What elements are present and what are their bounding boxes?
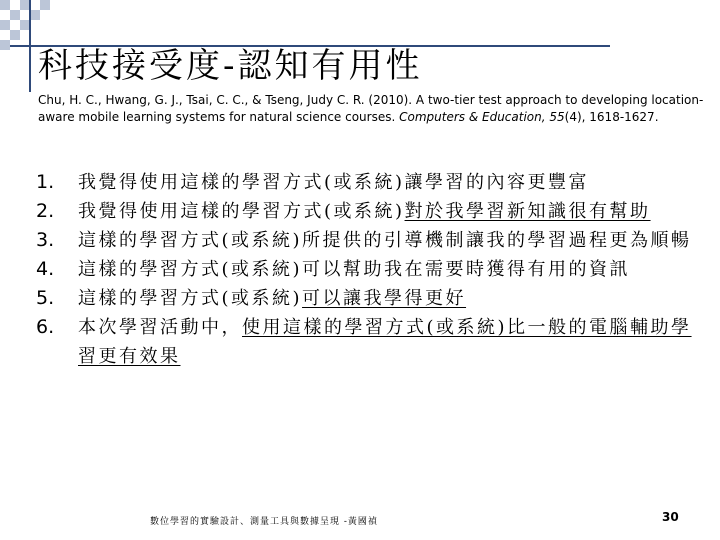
item-underlined-text: 對於我學習新知識很有幫助 (404, 201, 651, 222)
item-number: 4. (36, 258, 55, 280)
list-item (36, 226, 706, 255)
list-item (36, 284, 706, 313)
citation-journal: Computers & Education, 55 (399, 110, 565, 124)
item-number: 6. (36, 316, 55, 338)
item-number: 5. (36, 287, 55, 309)
item-underlined-text: 使用這樣的學習方式(或系統)比一般的電腦輔助學習更有效果 (78, 317, 692, 367)
citation-authors: Chu, H. C., Hwang, G. J., Tsai, C. C., & Tseng, Judy C. R. (2010). A two-tier test approach to developing location-aware mobile learning systems for natural science courses. (38, 93, 704, 124)
title-rule-vertical (29, 0, 31, 92)
page-number: 30 (662, 510, 679, 524)
citation-details: (4), 1618-1627. (564, 110, 659, 124)
list-item (36, 313, 706, 371)
slide-title: 科技接受度-認知有用性 (38, 46, 423, 86)
citation (38, 92, 708, 126)
item-text: 我覺得使用這樣的學習方式(或系統) (78, 201, 405, 222)
slide-footer: 數位學習的實驗設計、測量工具與數據呈現 -黃國禎 (150, 517, 378, 527)
item-text: 我覺得使用這樣的學習方式(或系統)讓學習的內容更豐富 (78, 172, 590, 193)
questionnaire-list (36, 168, 706, 371)
item-underlined-text: 可以讓我學得更好 (302, 288, 467, 309)
item-number: 3. (36, 229, 55, 251)
item-text: 本次學習活動中， (78, 317, 242, 338)
item-number: 2. (36, 200, 55, 222)
list-item (36, 197, 706, 226)
item-number: 1. (36, 171, 55, 193)
item-text: 這樣的學習方式(或系統) (78, 288, 303, 309)
list-item (36, 255, 706, 284)
list-item (36, 168, 706, 197)
item-text: 這樣的學習方式(或系統)所提供的引導機制讓我的學習過程更為順暢 (78, 230, 692, 251)
item-text: 這樣的學習方式(或系統)可以幫助我在需要時獲得有用的資訊 (78, 259, 631, 280)
